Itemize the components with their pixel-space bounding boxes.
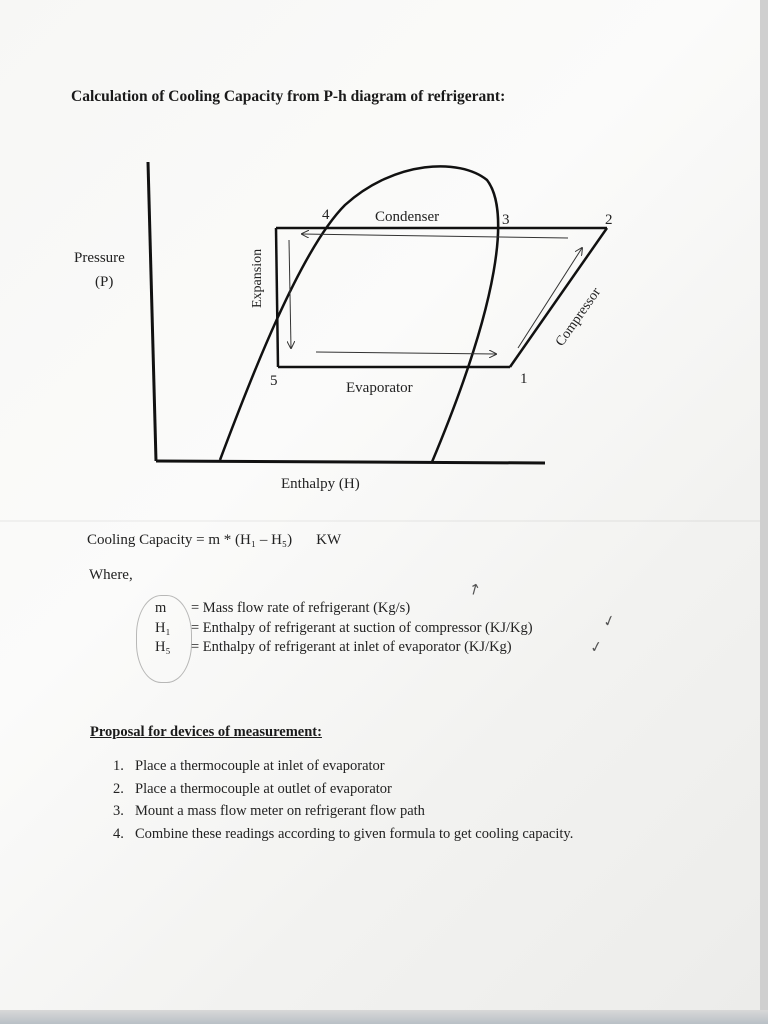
where-label: Where,	[89, 567, 133, 583]
x-axis-label: Enthalpy (H)	[281, 476, 360, 492]
list-item	[113, 826, 573, 849]
definition-symbol: m	[155, 600, 167, 616]
x-axis	[156, 461, 545, 463]
point-4: 4	[322, 207, 330, 223]
step-number: 2.	[113, 780, 124, 797]
evaporator-arrow	[316, 352, 496, 354]
expansion-label: Expansion	[250, 248, 265, 308]
definition-item	[155, 620, 533, 640]
point-3: 3	[502, 212, 510, 228]
step-number: 3.	[113, 803, 124, 819]
step-number: 4.	[113, 825, 124, 842]
formula-expression: Cooling Capacity = m * (H₁ – H₅)	[87, 532, 293, 548]
step-text: Mount a mass flow meter on refrigerant flow path	[135, 803, 425, 819]
handwritten-arrow-mark-icon: ↗	[464, 578, 485, 600]
point-1: 1	[520, 371, 528, 387]
definition-text: = Enthalpy of refrigerant at suction of compressor (KJ/Kg)	[191, 619, 533, 636]
definition-item	[155, 639, 533, 659]
list-item	[113, 781, 573, 804]
condenser-arrow	[302, 234, 568, 238]
proposal-steps	[113, 758, 573, 848]
table-surface	[0, 1010, 768, 1024]
list-item	[113, 758, 573, 781]
step-number: 1.	[113, 758, 124, 774]
definition-symbol: H₅	[155, 639, 171, 655]
definition-symbol: H₁	[155, 619, 171, 636]
proposal-heading: Proposal for devices of measurement:	[90, 724, 322, 740]
page-title: Calculation of Cooling Capacity from P-h diagram of refrigerant:	[71, 88, 506, 105]
point-5: 5	[270, 373, 278, 389]
y-axis-symbol: (P)	[95, 274, 114, 290]
expansion-line	[276, 228, 278, 367]
compressor-label: Compressor	[552, 285, 605, 350]
list-item	[113, 803, 573, 826]
y-axis-label: Pressure	[74, 250, 125, 266]
definition-text: = Enthalpy of refrigerant at inlet of evaporator (KJ/Kg)	[191, 639, 512, 655]
step-text: Combine these readings according to given formula to get cooling capacity.	[135, 825, 574, 842]
step-text: Place a thermocouple at inlet of evaporator	[135, 758, 385, 774]
definitions-list	[155, 600, 533, 659]
handwritten-check-mark-icon: ✓	[588, 637, 605, 657]
saturation-dome	[220, 166, 498, 462]
point-2: 2	[605, 212, 613, 228]
definition-text: = Mass flow rate of refrigerant (Kg/s)	[191, 600, 411, 616]
formula-unit: KW	[316, 532, 342, 548]
y-axis	[148, 162, 156, 461]
cooling-capacity-formula	[87, 532, 341, 549]
step-text: Place a thermocouple at outlet of evaporator	[135, 780, 392, 797]
handwritten-check-mark-icon: ✓	[600, 610, 618, 632]
paper-fold	[0, 520, 760, 522]
definition-item	[155, 600, 533, 620]
evaporator-label: Evaporator	[346, 380, 413, 396]
condenser-label: Condenser	[375, 209, 440, 225]
